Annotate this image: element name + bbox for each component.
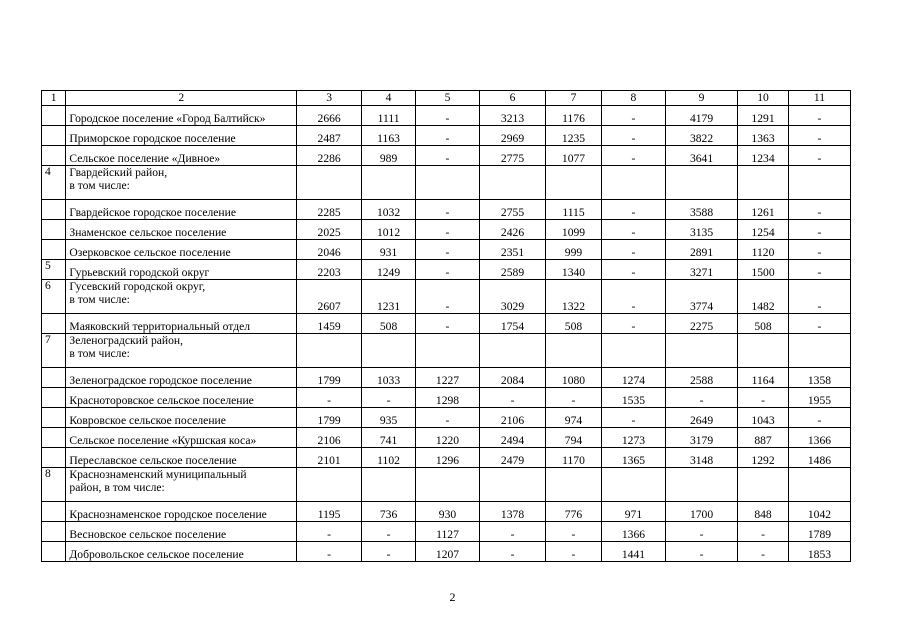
value-cell: - (601, 314, 665, 334)
value-cell: 1043 (738, 408, 789, 428)
value-cell (788, 468, 850, 502)
value-cell: 887 (738, 428, 789, 448)
value-cell: - (415, 240, 479, 260)
value-cell: - (415, 220, 479, 240)
value-cell: 741 (362, 428, 416, 448)
page-number: 2 (449, 590, 456, 604)
value-cell: - (546, 388, 602, 408)
value-cell: 2106 (297, 428, 362, 448)
row-number (42, 448, 66, 468)
value-cell: 2891 (665, 240, 737, 260)
value-cell: - (415, 200, 479, 220)
row-number (42, 220, 66, 240)
value-cell (738, 334, 789, 368)
value-cell: 1292 (738, 448, 789, 468)
value-cell (297, 166, 362, 200)
value-cell (362, 468, 416, 502)
value-cell: 1274 (601, 368, 665, 388)
value-cell: 1234 (738, 146, 789, 166)
value-cell: 3213 (480, 106, 546, 126)
row-number: 4 (42, 166, 66, 200)
table-row (42, 428, 851, 448)
value-cell: 1273 (601, 428, 665, 448)
row-name: Гусевский городской округ, в том числе: (66, 280, 297, 314)
value-cell: 3641 (665, 146, 737, 166)
value-cell: 1163 (362, 126, 416, 146)
value-cell: 776 (546, 502, 602, 522)
row-name: Сельское поселение «Дивное» (66, 146, 297, 166)
value-cell: 1033 (362, 368, 416, 388)
value-cell: 1366 (601, 522, 665, 542)
value-cell: 1486 (788, 448, 850, 468)
value-cell: - (415, 280, 479, 314)
value-cell: 736 (362, 502, 416, 522)
value-cell (480, 166, 546, 200)
value-cell: 1799 (297, 408, 362, 428)
value-cell: 508 (546, 314, 602, 334)
value-cell: - (362, 542, 416, 562)
value-cell: 2426 (480, 220, 546, 240)
value-cell: - (415, 408, 479, 428)
table-row (42, 240, 851, 260)
value-cell: - (415, 126, 479, 146)
value-cell: 508 (362, 314, 416, 334)
table-row (42, 408, 851, 428)
value-cell: 989 (362, 146, 416, 166)
value-cell: 1298 (415, 388, 479, 408)
value-cell: 848 (738, 502, 789, 522)
value-cell: 3029 (480, 280, 546, 314)
value-cell: 1115 (546, 200, 602, 220)
value-cell: 1296 (415, 448, 479, 468)
value-cell: 794 (546, 428, 602, 448)
value-cell (546, 334, 602, 368)
value-cell (601, 166, 665, 200)
value-cell: - (788, 240, 850, 260)
row-name: Добровольское сельское поселение (66, 542, 297, 562)
table-row (42, 314, 851, 334)
value-cell: 2969 (480, 126, 546, 146)
row-name: Переславское сельское поселение (66, 448, 297, 468)
value-cell: - (362, 388, 416, 408)
value-cell: 1254 (738, 220, 789, 240)
value-cell: 999 (546, 240, 602, 260)
column-header: 5 (415, 91, 479, 106)
value-cell: 2084 (480, 368, 546, 388)
value-cell: 1164 (738, 368, 789, 388)
row-number (42, 126, 66, 146)
value-cell: 930 (415, 502, 479, 522)
value-cell: 1322 (546, 280, 602, 314)
value-cell: - (601, 200, 665, 220)
table-row (42, 448, 851, 468)
value-cell: 2494 (480, 428, 546, 448)
value-cell: 1700 (665, 502, 737, 522)
value-cell: 1207 (415, 542, 479, 562)
value-cell: 3271 (665, 260, 737, 280)
row-name: Красноторовское сельское поселение (66, 388, 297, 408)
row-name: Знаменское сельское поселение (66, 220, 297, 240)
value-cell: - (788, 280, 850, 314)
value-cell (362, 334, 416, 368)
value-cell: 3774 (665, 280, 737, 314)
value-cell (415, 468, 479, 502)
value-cell (788, 166, 850, 200)
row-number: 5 (42, 260, 66, 280)
column-header: 6 (480, 91, 546, 106)
value-cell: 974 (546, 408, 602, 428)
value-cell: - (788, 146, 850, 166)
value-cell: 3822 (665, 126, 737, 146)
column-header: 8 (601, 91, 665, 106)
value-cell: 508 (738, 314, 789, 334)
value-cell: - (601, 146, 665, 166)
row-number (42, 368, 66, 388)
value-cell (665, 334, 737, 368)
value-cell: 2666 (297, 106, 362, 126)
row-name: Приморское городское поселение (66, 126, 297, 146)
column-header: 1 (42, 91, 66, 106)
row-number (42, 428, 66, 448)
row-number (42, 200, 66, 220)
row-name: Весновское сельское поселение (66, 522, 297, 542)
value-cell: 1127 (415, 522, 479, 542)
value-cell: - (601, 220, 665, 240)
row-name: Гвардейский район, в том числе: (66, 166, 297, 200)
value-cell: 2487 (297, 126, 362, 146)
value-cell: 1799 (297, 368, 362, 388)
value-cell: - (738, 388, 789, 408)
row-name: Зеленоградский район, в том числе: (66, 334, 297, 368)
value-cell (480, 468, 546, 502)
table-row (42, 146, 851, 166)
column-header: 10 (738, 91, 789, 106)
value-cell: 1378 (480, 502, 546, 522)
value-cell: 1080 (546, 368, 602, 388)
value-cell: - (362, 522, 416, 542)
table-row (42, 388, 851, 408)
value-cell: 1170 (546, 448, 602, 468)
row-name: Сельское поселение «Куршская коса» (66, 428, 297, 448)
value-cell: - (788, 106, 850, 126)
value-cell: - (601, 240, 665, 260)
value-cell: 1120 (738, 240, 789, 260)
value-cell (738, 468, 789, 502)
row-name: Городское поселение «Город Балтийск» (66, 106, 297, 126)
value-cell: 931 (362, 240, 416, 260)
value-cell: 1459 (297, 314, 362, 334)
row-number (42, 522, 66, 542)
value-cell: - (415, 314, 479, 334)
value-cell: 3135 (665, 220, 737, 240)
value-cell: 2286 (297, 146, 362, 166)
value-cell: - (788, 314, 850, 334)
value-cell: 1042 (788, 502, 850, 522)
value-cell: 1482 (738, 280, 789, 314)
table-row (42, 220, 851, 240)
row-number (42, 106, 66, 126)
row-name: Гурьевский городской округ (66, 260, 297, 280)
value-cell (297, 468, 362, 502)
value-cell: - (788, 260, 850, 280)
column-header: 11 (788, 91, 850, 106)
table-row (42, 166, 851, 200)
value-cell: 1363 (738, 126, 789, 146)
value-cell: 3588 (665, 200, 737, 220)
value-cell: 1227 (415, 368, 479, 388)
value-cell: - (601, 106, 665, 126)
value-cell: 2775 (480, 146, 546, 166)
row-name: Гвардейское городское поселение (66, 200, 297, 220)
table-row (42, 260, 851, 280)
value-cell: - (415, 106, 479, 126)
value-cell: - (297, 522, 362, 542)
value-cell (546, 468, 602, 502)
value-cell: - (788, 220, 850, 240)
value-cell: 4179 (665, 106, 737, 126)
value-cell: 2285 (297, 200, 362, 220)
column-header: 9 (665, 91, 737, 106)
value-cell: 1220 (415, 428, 479, 448)
column-header: 7 (546, 91, 602, 106)
value-cell (415, 334, 479, 368)
value-cell: 1500 (738, 260, 789, 280)
value-cell: 1789 (788, 522, 850, 542)
value-cell: - (480, 388, 546, 408)
value-cell (665, 468, 737, 502)
value-cell: - (415, 260, 479, 280)
value-cell (415, 166, 479, 200)
table-row (42, 468, 851, 502)
column-header: 2 (66, 91, 297, 106)
table-row (42, 280, 851, 314)
value-cell: - (297, 542, 362, 562)
table-row (42, 368, 851, 388)
row-name: Ковровское сельское поселение (66, 408, 297, 428)
value-cell: - (665, 522, 737, 542)
value-cell: 1358 (788, 368, 850, 388)
value-cell (788, 334, 850, 368)
value-cell: 2755 (480, 200, 546, 220)
value-cell: 1535 (601, 388, 665, 408)
value-cell: 1853 (788, 542, 850, 562)
value-cell (546, 166, 602, 200)
header-row (42, 91, 851, 106)
value-cell: 2203 (297, 260, 362, 280)
value-cell: - (415, 146, 479, 166)
row-name: Зеленоградское городское поселение (66, 368, 297, 388)
value-cell: - (665, 388, 737, 408)
value-cell: - (546, 522, 602, 542)
value-cell: 1261 (738, 200, 789, 220)
value-cell: 1441 (601, 542, 665, 562)
value-cell (601, 468, 665, 502)
value-cell: - (788, 126, 850, 146)
row-name: Краснознаменское городское поселение (66, 502, 297, 522)
value-cell: - (665, 542, 737, 562)
value-cell (297, 334, 362, 368)
value-cell: - (788, 408, 850, 428)
row-number (42, 240, 66, 260)
value-cell: 2649 (665, 408, 737, 428)
table-row (42, 200, 851, 220)
row-name: Озерковское сельское поселение (66, 240, 297, 260)
value-cell: 2588 (665, 368, 737, 388)
value-cell: 935 (362, 408, 416, 428)
value-cell: 1176 (546, 106, 602, 126)
row-number: 7 (42, 334, 66, 368)
value-cell (738, 166, 789, 200)
value-cell: - (601, 126, 665, 146)
table-row (42, 542, 851, 562)
value-cell: 1012 (362, 220, 416, 240)
value-cell: - (601, 280, 665, 314)
table-row (42, 502, 851, 522)
value-cell: - (738, 542, 789, 562)
value-cell: 1032 (362, 200, 416, 220)
value-cell: 1955 (788, 388, 850, 408)
value-cell: 1195 (297, 502, 362, 522)
row-name: Краснознаменский муниципальный район, в том числе: (66, 468, 297, 502)
value-cell: 2479 (480, 448, 546, 468)
value-cell: 2607 (297, 280, 362, 314)
value-cell: - (480, 542, 546, 562)
row-number (42, 542, 66, 562)
table-row (42, 126, 851, 146)
value-cell: - (601, 260, 665, 280)
value-cell: 1249 (362, 260, 416, 280)
value-cell: 971 (601, 502, 665, 522)
value-cell: - (480, 522, 546, 542)
value-cell: 1340 (546, 260, 602, 280)
value-cell: 1291 (738, 106, 789, 126)
value-cell: 1366 (788, 428, 850, 448)
value-cell: - (546, 542, 602, 562)
value-cell: 2025 (297, 220, 362, 240)
value-cell (665, 166, 737, 200)
value-cell: 2106 (480, 408, 546, 428)
value-cell (362, 166, 416, 200)
value-cell (601, 334, 665, 368)
data-table (41, 90, 851, 562)
row-number (42, 388, 66, 408)
table-row (42, 334, 851, 368)
value-cell: 2275 (665, 314, 737, 334)
value-cell: 1102 (362, 448, 416, 468)
value-cell: - (297, 388, 362, 408)
value-cell: 2101 (297, 448, 362, 468)
value-cell: 2589 (480, 260, 546, 280)
value-cell: 1235 (546, 126, 602, 146)
value-cell: - (601, 408, 665, 428)
table-row (42, 522, 851, 542)
value-cell: 1099 (546, 220, 602, 240)
value-cell: 1077 (546, 146, 602, 166)
value-cell: 1231 (362, 280, 416, 314)
value-cell (480, 334, 546, 368)
value-cell: 1754 (480, 314, 546, 334)
value-cell: 3179 (665, 428, 737, 448)
row-number (42, 314, 66, 334)
row-number (42, 502, 66, 522)
row-number: 8 (42, 468, 66, 502)
row-number: 6 (42, 280, 66, 314)
value-cell: - (788, 200, 850, 220)
table-row (42, 106, 851, 126)
row-number (42, 408, 66, 428)
column-header: 4 (362, 91, 416, 106)
column-header: 3 (297, 91, 362, 106)
row-name: Маяковский территориальный отдел (66, 314, 297, 334)
value-cell: 3148 (665, 448, 737, 468)
value-cell: - (738, 522, 789, 542)
value-cell: 2046 (297, 240, 362, 260)
row-number (42, 146, 66, 166)
value-cell: 1111 (362, 106, 416, 126)
value-cell: 2351 (480, 240, 546, 260)
value-cell: 1365 (601, 448, 665, 468)
